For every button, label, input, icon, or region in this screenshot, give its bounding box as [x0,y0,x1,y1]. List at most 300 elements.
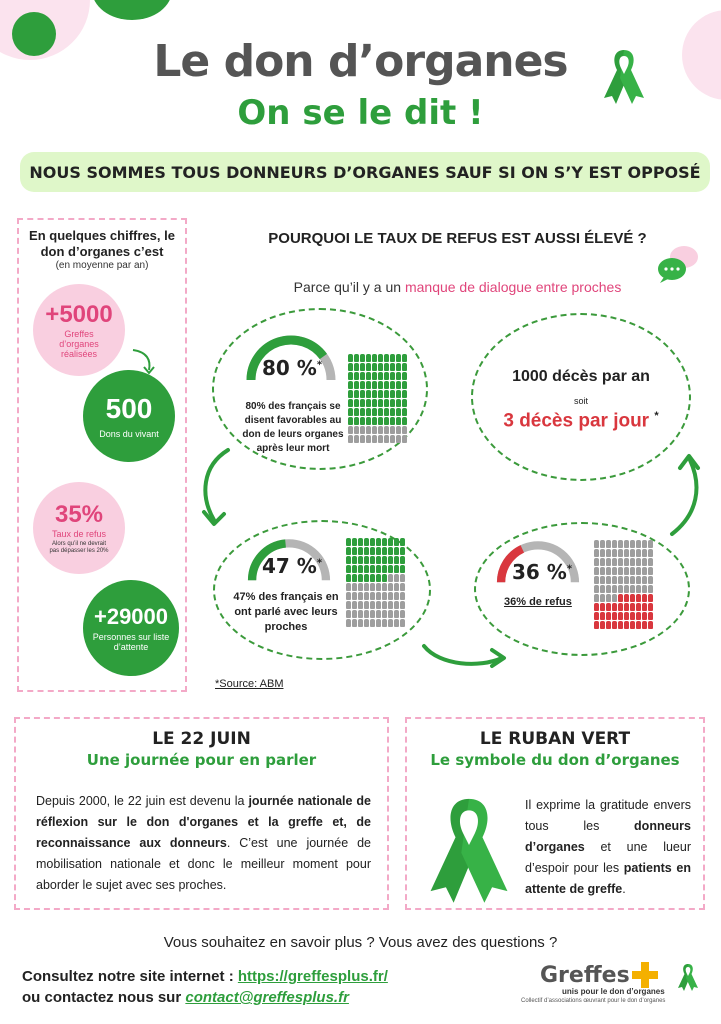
person-icon [636,576,641,584]
person-icon [630,603,635,611]
person-icon [354,399,359,407]
person-icon [382,619,387,627]
person-icon [376,565,381,573]
person-icon [346,592,351,600]
person-icon [376,538,381,546]
person-icon [370,601,375,609]
person-icon [346,601,351,609]
person-icon [624,612,629,620]
person-icon [354,435,359,443]
flow-arrow-down-icon [196,446,236,530]
person-icon [642,594,647,602]
person-icon [624,621,629,629]
person-icon [354,408,359,416]
person-icon [402,381,407,389]
person-icon [348,354,353,362]
person-icon [352,538,357,546]
person-icon [394,574,399,582]
stat-waiting [83,580,179,676]
person-icon [364,574,369,582]
person-icon [360,354,365,362]
person-icon [606,540,611,548]
person-icon [636,567,641,575]
person-icon [402,417,407,425]
person-icon [370,538,375,546]
person-icon [648,585,653,593]
person-icon [358,592,363,600]
stat-refusal [33,482,125,574]
person-icon [346,556,351,564]
flow-arrow-up-icon [664,450,708,540]
person-icon [606,612,611,620]
person-icon [382,610,387,618]
person-icon [348,363,353,371]
logo-name: Greffes [540,963,630,988]
person-icon [352,601,357,609]
person-icon [594,603,599,611]
person-icon [346,565,351,573]
person-icon [364,601,369,609]
stat-refusal-footnote: Alors qu’il ne devrait pas dépasser les 20% [49,541,109,554]
person-icon [364,610,369,618]
deaths-line2: soit [573,396,588,406]
person-icon [364,538,369,546]
person-icon [372,363,377,371]
person-icon [388,556,393,564]
deco-circle-green-top [92,0,172,20]
person-icon [354,426,359,434]
person-icon [400,574,405,582]
person-icon [400,592,405,600]
footer-site-prefix: Consultez notre site internet : [22,968,238,985]
person-icon [618,558,623,566]
person-icon [594,549,599,557]
person-icon [594,594,599,602]
person-icon [642,576,647,584]
person-icon [618,549,623,557]
person-icon [600,594,605,602]
person-icon [376,574,381,582]
person-icon [384,372,389,380]
oval-favorable-star: * [316,359,323,371]
person-icon [348,417,353,425]
person-icon [360,435,365,443]
june-title: LE 22 JUIN [152,729,251,749]
person-icon [384,426,389,434]
person-icon [400,565,405,573]
person-icon [606,621,611,629]
person-icon [382,565,387,573]
person-icon [600,612,605,620]
person-icon [382,547,387,555]
person-icon [366,399,371,407]
person-icon [348,399,353,407]
person-icon [606,549,611,557]
person-icon [372,372,377,380]
person-icon [352,619,357,627]
page-subtitle: On se le dit ! [237,93,484,133]
person-icon [636,585,641,593]
person-icon [354,363,359,371]
person-icon [360,408,365,416]
ribbon-box [405,717,705,910]
person-icon [606,603,611,611]
ribbon-text-2: et une lueur d’espoir pour les [525,840,691,875]
oval-refusal-star: * [566,563,573,575]
june-text-2: . C’est une journée de mobilisation nationale et donc le meilleur moment pour aborder le sujet avec ses proches. [36,836,371,892]
person-icon [600,567,605,575]
person-icon [354,354,359,362]
person-icon [618,621,623,629]
source-note: *Source: ABM [215,678,284,690]
person-icon [372,354,377,362]
person-icon [346,619,351,627]
person-icon [594,540,599,548]
june-box [14,717,389,910]
person-icon [594,576,599,584]
person-icon [394,610,399,618]
person-icon [396,390,401,398]
person-icon [630,549,635,557]
person-icon [612,549,617,557]
person-icon [612,540,617,548]
person-icon [618,540,623,548]
person-icon [606,558,611,566]
person-icon [382,538,387,546]
person-icon [378,426,383,434]
ribbon-text-1: Il exprime la gratitude envers tous les [525,798,691,833]
person-icon [352,574,357,582]
person-icon [606,567,611,575]
person-icon [600,603,605,611]
person-icon [636,603,641,611]
stat-refusal-value: 35% [54,501,104,528]
person-icon [606,585,611,593]
person-icon [642,612,647,620]
person-icon [370,592,375,600]
person-icon [358,574,363,582]
june-subtitle: Une journée pour en parler [86,751,317,769]
person-icon [612,594,617,602]
person-icon [358,610,363,618]
person-icon [354,417,359,425]
oval-refusal-percent [512,560,572,584]
oval-favorable-percent-value: 80 % [262,356,317,380]
person-icon [402,372,407,380]
person-icon [352,583,357,591]
person-icon [600,585,605,593]
person-icon [372,399,377,407]
person-icon [648,594,653,602]
person-icon [370,610,375,618]
person-icon [358,601,363,609]
person-icon [378,408,383,416]
person-icon [370,565,375,573]
stat-grafts [33,284,125,376]
person-icon [402,399,407,407]
deaths-star: * [654,410,659,422]
person-icon [388,583,393,591]
person-icon [642,621,647,629]
person-icon [618,576,623,584]
person-icon [382,556,387,564]
main-banner: NOUS SOMMES TOUS DONNEURS D’ORGANES SAUF SI ON S’Y EST OPPOSÉ [20,152,710,192]
oval-talked-percent-value: 47 % [262,554,317,578]
person-icon [390,381,395,389]
person-icon [372,417,377,425]
oval-refusal-caption: 36% de refus [504,596,572,608]
footer-contacts [22,966,388,1008]
person-icon [400,610,405,618]
ribbon-subtitle: Le symbole du don d’organes [430,751,680,769]
person-icon [352,610,357,618]
person-icon [366,426,371,434]
person-icon [400,619,405,627]
oval-talked-star: * [316,557,323,569]
stat-waiting-value: +29000 [93,604,169,629]
person-icon [384,354,389,362]
person-icon [648,576,653,584]
person-icon [382,592,387,600]
person-icon [366,417,371,425]
person-icon [360,417,365,425]
person-icon [648,621,653,629]
person-icon [388,601,393,609]
ribbon-text [525,795,691,900]
person-icon [396,408,401,416]
logo-ribbon-icon [675,960,701,992]
person-icon [612,558,617,566]
person-icon [384,417,389,425]
person-icon [618,585,623,593]
person-icon [372,390,377,398]
person-icon [600,576,605,584]
email-link[interactable]: contact@greffesplus.fr [185,989,349,1006]
person-icon [364,547,369,555]
person-icon [376,583,381,591]
why-title: POURQUOI LE TAUX DE REFUS EST AUSSI ÉLEVÉ ? [268,230,647,247]
ribbon-text-bold-1: donneurs d’organes [525,819,691,854]
person-icon [612,612,617,620]
people-grid-80 [348,354,407,443]
person-icon [396,399,401,407]
person-icon [396,372,401,380]
person-icon [358,619,363,627]
person-icon [396,354,401,362]
figures-note: (en moyenne par an) [55,260,149,271]
person-icon [624,594,629,602]
person-icon [390,408,395,416]
person-icon [346,583,351,591]
person-icon [372,408,377,416]
people-grid-47 [346,538,405,627]
figures-panel [17,218,187,692]
person-icon [624,585,629,593]
page-title: Le don d’organes [153,36,568,87]
person-icon [370,619,375,627]
person-icon [378,390,383,398]
person-icon [390,417,395,425]
person-icon [400,601,405,609]
person-icon [388,565,393,573]
person-icon [364,556,369,564]
person-icon [396,426,401,434]
person-icon [606,576,611,584]
person-icon [624,603,629,611]
person-icon [372,381,377,389]
person-icon [360,372,365,380]
person-icon [348,390,353,398]
people-grid-36 [594,540,653,629]
person-icon [396,417,401,425]
person-icon [636,621,641,629]
person-icon [402,426,407,434]
person-icon [390,372,395,380]
person-icon [394,601,399,609]
person-icon [600,621,605,629]
chat-bubbles-icon [656,243,700,283]
person-icon [384,390,389,398]
person-icon [378,363,383,371]
person-icon [648,567,653,575]
person-icon [354,390,359,398]
person-icon [358,565,363,573]
person-icon [600,558,605,566]
person-icon [358,538,363,546]
person-icon [630,594,635,602]
person-icon [354,381,359,389]
stat-waiting-label: Personnes sur liste d’attente [92,632,170,652]
person-icon [642,603,647,611]
person-icon [402,408,407,416]
person-icon [648,612,653,620]
person-icon [382,574,387,582]
person-icon [346,610,351,618]
person-icon [390,435,395,443]
reason-prefix: Parce qu’il y a un [293,279,402,295]
person-icon [376,547,381,555]
oval-talked-caption: 47% des français en ont parlé avec leurs proches [233,591,339,633]
green-ribbon-large-icon [419,785,519,905]
person-icon [636,594,641,602]
person-icon [390,354,395,362]
person-icon [394,538,399,546]
person-icon [630,558,635,566]
deaths-line3-value: 3 décès par jour [503,410,650,432]
person-icon [352,565,357,573]
person-icon [618,612,623,620]
stat-living-label: Dons du vivant [99,429,159,439]
june-text-bold: journée nationale de réflexion sur le don d'organes et la greffe et, de reconnaissance aux donneurs [36,794,371,850]
person-icon [648,549,653,557]
person-icon [402,435,407,443]
person-icon [370,556,375,564]
person-icon [348,381,353,389]
person-icon [370,547,375,555]
person-icon [382,583,387,591]
person-icon [394,547,399,555]
person-icon [396,363,401,371]
person-icon [384,381,389,389]
person-icon [354,372,359,380]
person-icon [366,390,371,398]
person-icon [384,399,389,407]
person-icon [348,426,353,434]
person-icon [388,574,393,582]
person-icon [378,399,383,407]
person-icon [364,592,369,600]
person-icon [618,603,623,611]
person-icon [618,594,623,602]
person-icon [358,583,363,591]
person-icon [364,619,369,627]
person-icon [382,601,387,609]
person-icon [394,619,399,627]
person-icon [624,549,629,557]
oval-favorable-caption: 80% des français se disent favorables au don de leurs organes après leur mort [242,401,344,454]
figures-heading: En quelques chiffres, le don d’organes c’est [29,228,175,259]
person-icon [390,426,395,434]
person-icon [378,372,383,380]
person-icon [630,567,635,575]
person-icon [394,556,399,564]
person-icon [358,556,363,564]
person-icon [366,363,371,371]
person-icon [402,363,407,371]
person-icon [352,592,357,600]
person-icon [376,601,381,609]
ribbon-text-bold-2: patients en attente de greffe [525,861,691,896]
person-icon [594,558,599,566]
ribbon-text-3: . [622,882,626,896]
person-icon [624,558,629,566]
person-icon [390,363,395,371]
person-icon [400,538,405,546]
person-icon [648,558,653,566]
person-icon [358,547,363,555]
person-icon [370,583,375,591]
person-icon [630,612,635,620]
person-icon [648,603,653,611]
person-icon [642,558,647,566]
ribbon-title: LE RUBAN VERT [479,729,631,749]
person-icon [384,408,389,416]
person-icon [630,540,635,548]
oval-talked-percent [262,554,322,578]
person-icon [400,583,405,591]
person-icon [378,417,383,425]
person-icon [636,558,641,566]
stat-grafts-label: Greffes d’organes réalisées [59,329,99,359]
footer-contact-prefix: ou contactez nous sur [22,989,186,1006]
person-icon [612,576,617,584]
person-icon [360,381,365,389]
deaths-line1: 1000 décès par an [512,368,650,385]
person-icon [630,576,635,584]
person-icon [630,585,635,593]
person-icon [346,574,351,582]
person-icon [366,354,371,362]
site-link[interactable]: https://greffesplus.fr/ [237,968,388,985]
person-icon [402,354,407,362]
person-icon [348,372,353,380]
flow-arrow-right-icon [420,640,510,670]
june-text [36,791,371,896]
stat-grafts-value: +5000 [45,301,113,328]
person-icon [376,610,381,618]
person-icon [624,567,629,575]
person-icon [624,576,629,584]
